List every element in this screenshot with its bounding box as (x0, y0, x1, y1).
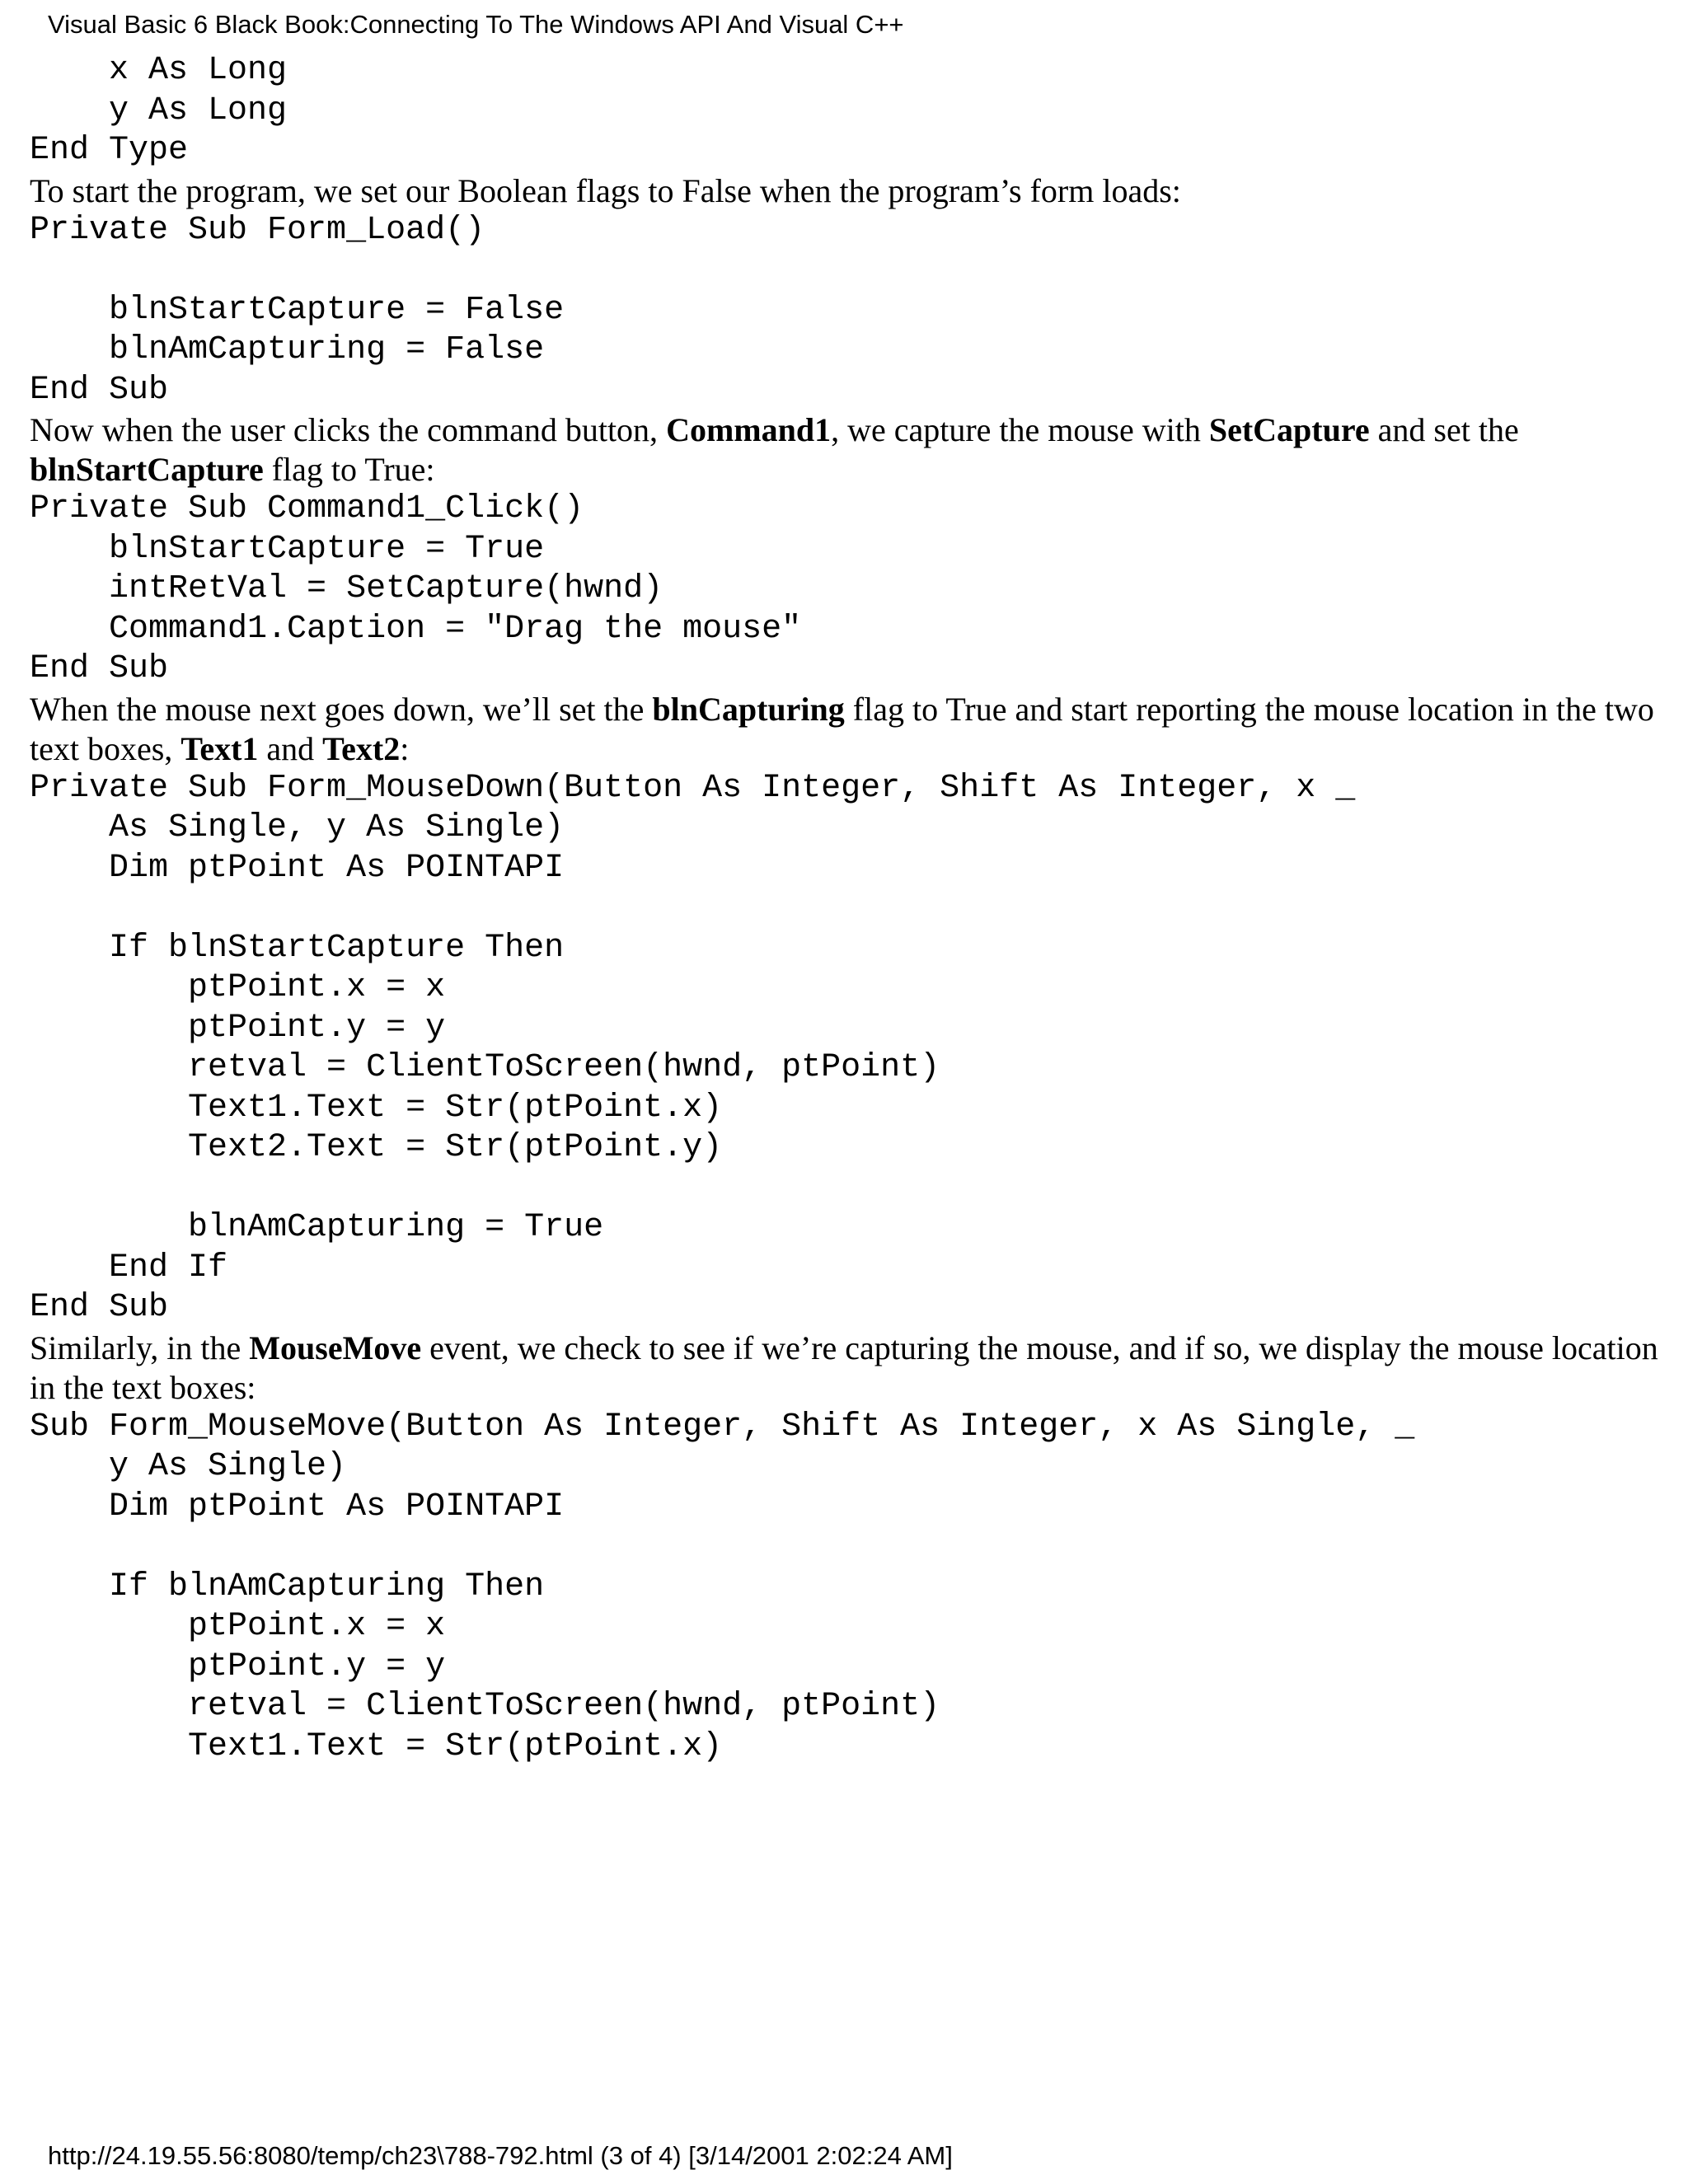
paragraph-text: To start the program, we set our Boolean flags to False when the program’s form loads: (30, 171, 1181, 209)
bold-term: Text2 (322, 729, 401, 767)
page-header-title: Visual Basic 6 Black Book:Connecting To The Windows API And Visual C++ (48, 10, 904, 39)
code-block-form-mousemove: Sub Form_MouseMove(Button As Integer, Shift As Integer, x As Single, _ y As Single) Dim ptPoint As POINTAPI If blnAmCapturing Then ptPoint.x = x ptPoint.y = y retval = ClientToScreen(hwnd, ptPoint) Text1.Text = Str(ptPoint.x) (30, 1408, 1415, 1765)
page-footer-url: http://24.19.55.56:8080/temp/ch23\788-792.html (3 of 4) [3/14/2001 2:02:24 AM] (48, 2141, 953, 2170)
bold-term: SetCapture (1208, 411, 1370, 448)
paragraph-text: and set the (1369, 411, 1519, 448)
paragraph-mousemove-intro (30, 1329, 1662, 1408)
bold-term: blnCapturing (652, 690, 845, 728)
bold-term: Text1 (181, 729, 259, 767)
paragraph-text: and (258, 729, 323, 767)
paragraph-text: When the mouse next goes down, we’ll set the (30, 690, 653, 728)
paragraph-text: : (400, 729, 410, 767)
paragraph-command-click-intro (30, 410, 1662, 490)
paragraph-text: flag to True and start reporting the mouse location in the two text boxes, (30, 690, 1654, 767)
code-block-type-end: x As Long y As Long End Type (30, 52, 288, 169)
paragraph-text: flag to True: (263, 451, 435, 488)
bold-term: MouseMove (249, 1329, 422, 1366)
code-block-form-load: Private Sub Form_Load() blnStartCapture = False blnAmCapturing = False End Sub (30, 211, 565, 409)
paragraph-form-load-intro (30, 171, 1662, 211)
paragraph-text: Now when the user clicks the command button, (30, 411, 667, 448)
paragraph-text: , we capture the mouse with (831, 411, 1209, 448)
paragraph-text: event, we check to see if we’re capturing the mouse, and if so, we display the mouse location in the text boxes: (30, 1329, 1658, 1406)
bold-term: blnStartCapture (30, 451, 264, 488)
document-body (30, 51, 1662, 1767)
bold-term: Command1 (666, 411, 832, 448)
paragraph-text: Similarly, in the (30, 1329, 250, 1366)
code-block-form-mousedown: Private Sub Form_MouseDown(Button As Integer, Shift As Integer, x _ As Single, y As Single) Dim ptPoint As POINTAPI If blnStartCapture Then ptPoint.x = x ptPoint.y = y retval = ClientToScreen(hwnd, ptPoint) Text1.Text = Str(ptPoint.x) Text2.Text = Str(ptPoint.y) blnAmCapturing = True End If End Sub (30, 769, 1356, 1326)
paragraph-mousedown-intro (30, 690, 1662, 769)
code-block-command-click: Private Sub Command1_Click() blnStartCapture = True intRetVal = SetCapture(hwnd) Command1.Caption = "Drag the mouse" End Sub (30, 490, 802, 687)
